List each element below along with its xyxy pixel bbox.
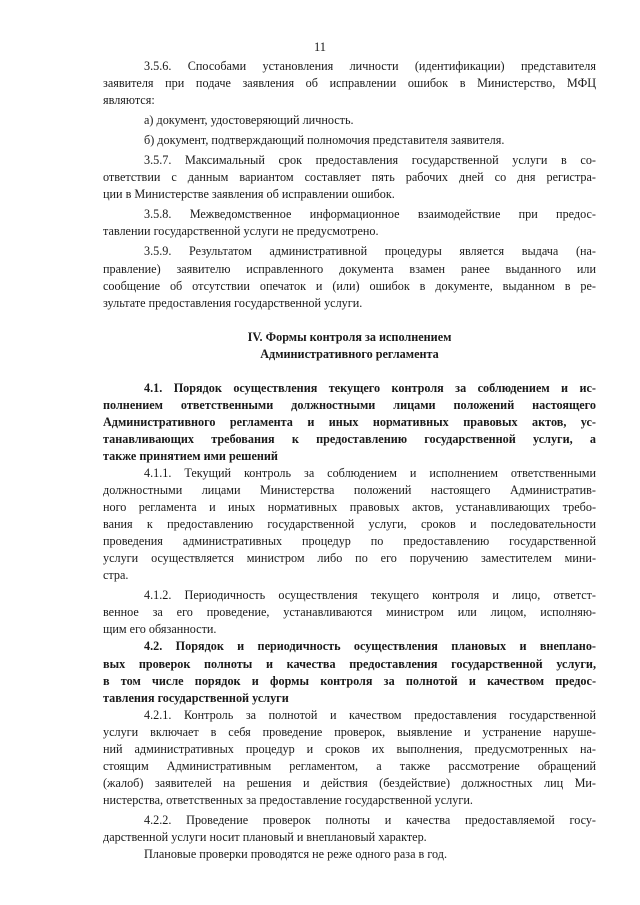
text-line: зультате предоставления государственной услуги. [103,295,363,310]
text-line: Административного регламента и иных нормативных правовых актов, ус- [103,414,596,429]
text-line: 4.1.1. Текущий контроль за соблюдением и исполнением ответственными [144,465,596,480]
document-body [103,58,596,863]
list-item-b: б) документ, подтверждающий полномочия представителя заявителя. [144,133,505,148]
text-line: 4.2. Порядок и периодичность осуществления плановых и внеплано- [144,639,596,654]
text-line: должностными лицами Министерства положений настоящего Административ- [103,483,596,498]
text-line: (жалоб) заявителей на решения и действия (бездействие) должностных лиц Ми- [103,775,596,790]
paragraph-3-5-9 [103,243,596,311]
text-line: проведения административных процедур по предоставлению государственной [103,534,596,549]
text-line: 4.1. Порядок осуществления текущего контроля за соблюдением и ис- [144,380,596,395]
text-line: вых проверок полноты и качества предоставления государственной услуги, [103,656,596,671]
paragraph-4-2-1 [103,707,596,809]
text-line: услуги осуществляется министром либо по его поручению заместителем мини- [103,551,596,566]
text-line: полнением ответственными должностными лицами положений настоящего [103,397,596,412]
paragraph-4-1-2 [103,587,596,638]
paragraph-3-5-7 [103,152,596,203]
text-line: стра. [103,568,129,583]
paragraph-planned-inspections: Плановые проверки проводятся не реже одного раза в год. [144,847,448,862]
text-line: в том числе порядок и формы контроля за полнотой и качеством предос- [103,673,596,688]
section-heading [103,329,596,363]
text-line: ции в Министерстве заявления об исправлении ошибок. [103,187,395,202]
section-subtitle: Административного регламента [260,346,439,361]
text-line: ний административных процедур и сроков их выполнения, предусмотренных на- [103,741,596,756]
text-line: 3.5.7. Максимальный срок предоставления государственной услуги в со- [144,153,596,168]
text-line: нистерства, ответственных за предоставление государственной услуги. [103,792,473,807]
text-line: тавления государственной услуги [103,690,289,705]
text-line: услуги включает в себя проведение проверок, выявление и устранение наруше- [103,724,596,739]
text-line: правление) заявителю исправленного документа взамен ранее выданного или [103,261,596,276]
text-line: 4.1.2. Периодичность осуществления текущего контроля и лицо, ответст- [144,588,596,603]
paragraph-4-2-2 [103,812,596,846]
text-line: танавливающих требования к предоставлению государственной услуги, а [103,431,596,446]
text-line: вания к предоставлению государственной услуги, сроков и последовательности [103,517,596,532]
text-line: стоящим Административным регламентом, а также рассмотрение обращений [103,758,596,773]
subsection-heading-4-1 [103,380,596,465]
text-line: ответствии с данным вариантом составляет пять рабочих дней со дня регистра- [103,170,596,185]
text-line: 4.2.1. Контроль за полнотой и качеством предоставления государственной [144,707,596,722]
paragraph-3-5-6 [103,58,596,109]
text-line: 3.5.8. Межведомственное информационное взаимодействие при предос- [144,207,596,222]
paragraph-4-1-1 [103,465,596,584]
text-line: 3.5.9. Результатом административной процедуры является выдача (на- [144,244,596,259]
text-line: венное за его проведение, устанавливаются министром или лицом, исполняю- [103,605,596,620]
text-line: дарственной услуги носит плановый и внеплановый характер. [103,829,427,844]
text-line: являются: [103,93,155,108]
paragraph-3-5-8 [103,206,596,240]
text-line: также принятием ими решений [103,448,278,463]
text-line: заявителя при подаче заявления об исправлении ошибок в Министерство, МФЦ [103,76,596,91]
section-title: IV. Формы контроля за исполнением [247,329,452,344]
text-line: ного регламента и иных нормативных правовых актов, устанавливающих требо- [103,500,596,515]
page-number: 11 [313,40,327,54]
text-line: сообщение об отсутствии опечаток и (или) ошибок в документе, выданном в ре- [103,278,596,293]
text-line: щим его обязанности. [103,622,217,637]
subsection-heading-4-2 [103,638,596,706]
text-line: 3.5.6. Способами установления личности (идентификации) представителя [144,59,596,73]
text-line: 4.2.2. Проведение проверок полноты и качества предоставляемой госу- [144,812,596,827]
text-line: тавлении государственной услуги не предусмотрено. [103,224,379,239]
list-item-a: а) документ, удостоверяющий личность. [144,113,354,128]
